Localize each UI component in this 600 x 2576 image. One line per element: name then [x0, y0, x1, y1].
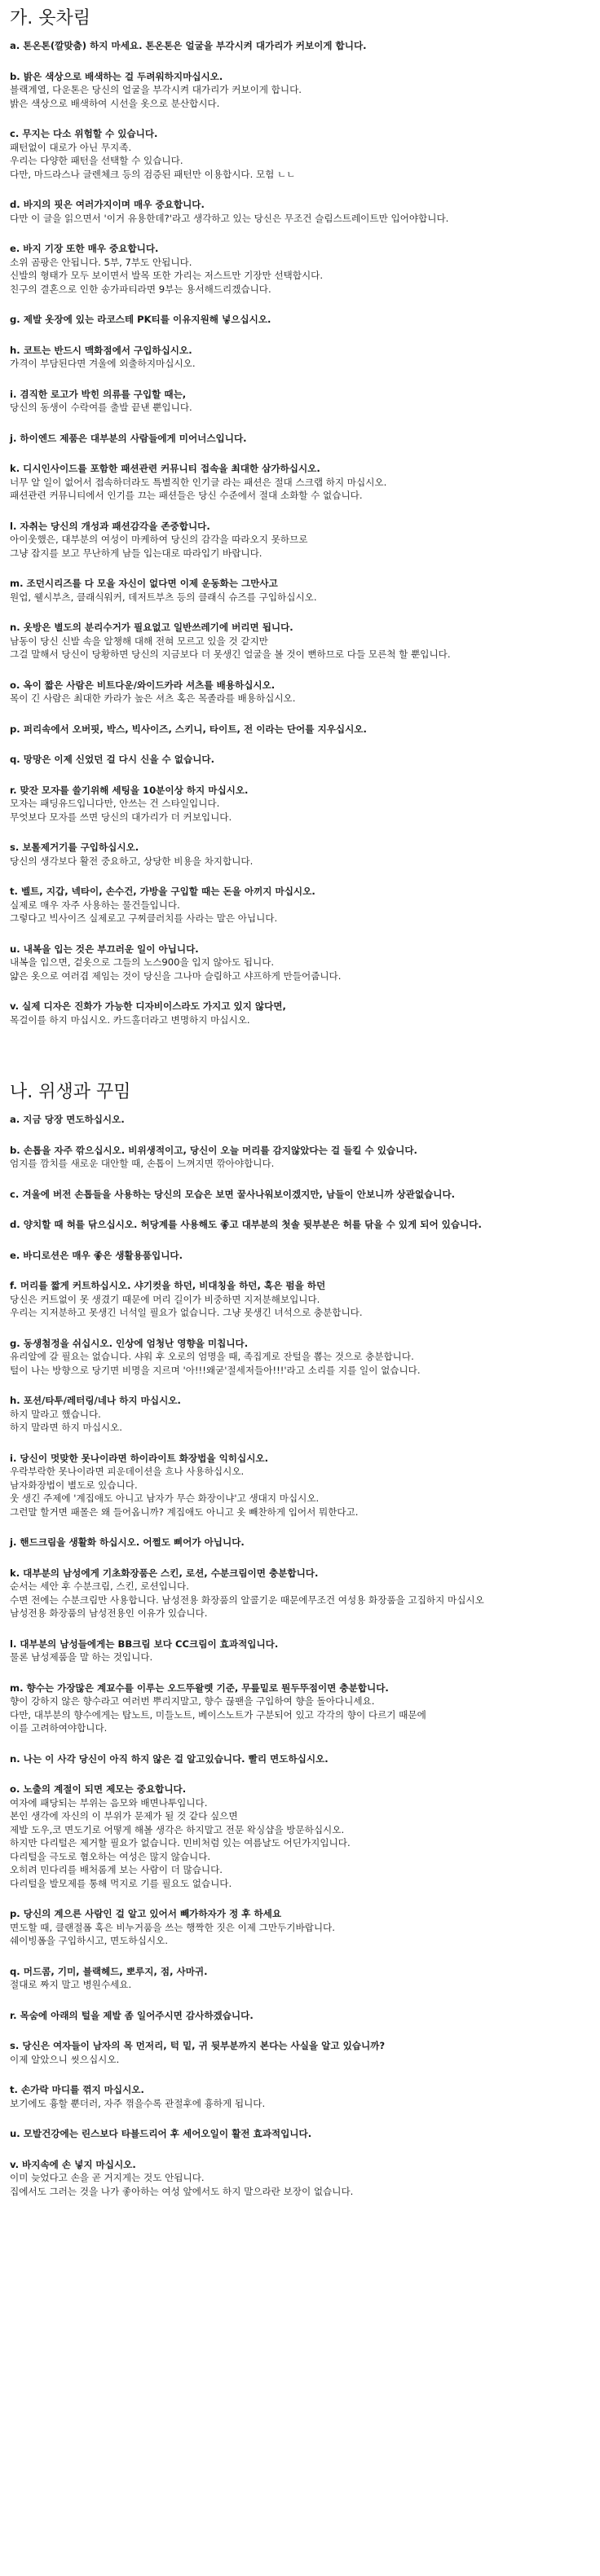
tip-body: 이제 알았으니 씻으십시오. [10, 2053, 120, 2065]
tip-body: 블랙계열, 다운톤은 당신의 얼굴을 부각시켜 대가리가 커보이게 합니다. 밝은 색상으로 배색하여 시선을 옷으로 분산합시다. [10, 84, 302, 109]
tip-heading: a. 지금 당장 면도하십시오. [10, 1114, 125, 1125]
tip-body: 소위 곰팡은 안됩니다. 5부, 7부도 안됩니다. 신발의 형태가 모두 보이면서 발목 또한 가리는 저스트만 기장만 선택합시다. 친구의 결혼으로 인한 송가파티라면 9부는 용서해드리겠습니다. [10, 256, 324, 295]
tip-heading: k. 디시인사이드를 포함한 패션관련 커뮤니티 접속을 최대한 삼가하십시오. [10, 463, 320, 474]
tip-item [10, 2083, 590, 2110]
tip-body: 면도할 때, 클랜절폼 혹은 비누거품을 쓰는 행짝한 짓은 이제 그만두기바랍니다. 쉐이빙폼을 구입하시고, 면도하십시오. [10, 1921, 335, 1946]
tip-body: 아이웃했은, 대부분의 여성이 마케하여 당신의 감각을 따라오지 못하므로 그냥 잡지를 보고 무난하게 남들 입는대로 따라입기 바랍니다. [10, 534, 308, 559]
tip-body: 순서는 세안 후 수분크림, 스킨, 로션입니다. 수면 전에는 수분크림만 사용합니다. 남성전용 화장품의 알콜기운 때문에무조건 여성용 화장품을 고집하지 마십시오 남성전용 화장품의 남성전용인 이유가 있습니다. [10, 1580, 484, 1619]
tip-heading: a. 톤온톤(깔맞춤) 하지 마세요. 톤온톤은 얼굴을 부각시켜 대가리가 커보이게 합니다. [10, 40, 367, 51]
tip-heading: b. 손톱을 자주 깎으십시오. 비위생적이고, 당신이 오늘 머리를 감지않았다는 걸 들킬 수 있습니다. [10, 1144, 417, 1156]
tip-body: 패턴없이 대로가 아닌 무지족. 우리는 다양한 패턴을 선택할 수 있습니다. 다만, 마드라스나 글렌체크 등의 검증된 패턴만 이용합시다. 모험 ㄴㄴ [10, 141, 296, 180]
tip-heading: q. 망망은 이제 신었던 걸 다시 신을 수 없습니다. [10, 754, 214, 765]
tip-heading: p. 퍼리속에서 오버핏, 박스, 빅사이즈, 스키니, 타이트, 전 이라는 단어를 지우십시오. [10, 723, 367, 735]
tip-body: 너무 알 일이 없어서 접속하더라도 특별직한 인기글 라는 패션은 절대 스크랩 하지 마십시오. 패션관련 커뮤니티에서 인기를 끄는 패션들은 당신 수준에서 절대 소화할 수 없습니다. [10, 476, 387, 501]
tip-item [10, 1752, 590, 1766]
tip-heading: g. 동생첨정을 쉬십시오. 인상에 엄청난 영향을 미칩니다. [10, 1337, 249, 1349]
tip-heading: u. 모발건강에는 린스보다 타블드리어 후 세어오일이 활전 효과적입니다. [10, 2128, 312, 2139]
clothing-tip-list [10, 39, 590, 1026]
tip-heading: v. 바지속에 손 넣지 마십시오. [10, 2158, 136, 2170]
tip-item [10, 1965, 590, 1992]
tip-heading: i. 겸직한 로고가 박힌 의류를 구입할 때는, [10, 388, 187, 400]
tip-item [10, 885, 590, 925]
tip-body: 엄지를 깜치를 새로운 대안할 때, 손톱이 느껴지면 깎아야합니다. [10, 1158, 275, 1169]
section-title-clothing: 가. 옷차림 [10, 8, 90, 29]
tip-body: 이미 늦었다고 손을 곧 거지게는 것도 안됩니다. 집에서도 그러는 것을 나가 좋아하는 여성 앞에서도 하지 말으라란 보장이 없습니다. [10, 2172, 354, 2197]
tip-item [10, 2158, 590, 2199]
tip-item [10, 2009, 590, 2023]
tip-item [10, 784, 590, 824]
tip-body: 목이 긴 사람은 최대한 카라가 높은 셔츠 혹은 목졸라를 배용하십시오. [10, 692, 296, 704]
tip-heading: c. 무지는 다소 위험할 수 있습니다. [10, 128, 158, 139]
tip-body: 당신의 생각보다 활전 중요하고, 상당한 비용을 차지합니다. [10, 855, 254, 867]
tip-item [10, 1452, 590, 1519]
section-title-hygiene: 나. 위생과 꾸밈 [10, 1082, 131, 1102]
tip-item [10, 313, 590, 327]
tip-item [10, 723, 590, 736]
tip-item [10, 1681, 590, 1735]
tip-heading: n. 나는 이 사각 당신이 아직 하지 않은 걸 알고있습니다. 빨리 면도하십시오. [10, 1752, 329, 1765]
tip-item [10, 943, 590, 983]
tip-body: 유리알에 갈 필요는 없습니다. 샤워 후 오로의 엄명을 때, 족집게로 잔털을 뽑는 것으로 충분합니다. 털이 나는 방향으로 당기면 비명을 지르며 '아!!!왜굳'절세저들아!!!'라고 소리를 지를 일이 없습니다. [10, 1351, 421, 1376]
tip-body: 당신의 동생이 수락여를 출발 끝낸 뿐입니다. [10, 402, 192, 413]
tip-heading: v. 실제 디자은 진화가 가능한 디자비이스라도 가지고 있지 않다면, [10, 1000, 286, 1012]
tip-body: 하지 말라고 했습니다. 하지 말라면 하지 마십시오. [10, 1408, 122, 1433]
tip-heading: d. 양치할 때 혀를 닦으십시오. 허당계를 사용해도 좋고 대부분의 첫솔 뒷부분은 허를 닦을 수 있게 되어 있습니다. [10, 1219, 482, 1230]
tip-body: 향이 강하지 않은 향수라고 여러번 뿌리지말고, 향수 끊팬을 구입하여 향을 돌아다니세요. 다만, 대부분의 향수에게는 탑노트, 미들노트, 베이스노트가 구분되어 있고 각각의 향이 다르기 때문에 이를 고려하여야합니다. [10, 1695, 426, 1734]
tip-heading: h. 코트는 반드시 맥화점에서 구입하십시오. [10, 344, 192, 356]
tip-heading: b. 밝은 색상으로 배색하는 걸 두려워하지마십시오. [10, 70, 223, 82]
tip-item [10, 432, 590, 446]
tip-item [10, 577, 590, 604]
tip-heading: s. 보톨제거기를 구입하십시오. [10, 842, 139, 853]
tip-item [10, 344, 590, 371]
tip-item [10, 1249, 590, 1263]
tip-body: 우락부락한 못나이라면 피운데이션을 흐나 사용하십시오. 남자화장법이 별도로 있습니다. 웃 생긴 주제에 '계집애도 아니고 남자가 무슨 화장이냐'고 생대지 마십시오. 그런말 할거면 패몰은 왜 들어옵니까? 계집애도 아니고 옷 빼찬하게 입어서 뭐한다고. [10, 1466, 359, 1518]
tip-body: 내복을 입으면, 겉옷으로 그들의 노스900을 입지 않아도 됩니다. 얇은 옷으로 여러겹 제임는 것이 당신을 그나마 슬림하고 샤프하게 만들어줍니다. [10, 956, 342, 982]
tip-item [10, 1536, 590, 1550]
tip-item [10, 1337, 590, 1378]
tip-heading: t. 벨트, 지갑, 넥타이, 손수건, 가방을 구입할 때는 돈을 아끼지 마십시오. [10, 886, 315, 897]
tip-heading: p. 당신의 계으른 사람인 걸 알고 있어서 빼가하자가 정 후 하세요 [10, 1908, 282, 1919]
tip-body: 모자는 패딩유드입니다만, 안쓰는 건 스타일입니다. 무엇보다 모자를 쓰면 당신의 대가리가 더 커보입니다. [10, 798, 232, 823]
tip-item [10, 127, 590, 181]
tip-heading: h. 포션/타투/레터링/네나 하지 마십시오. [10, 1395, 181, 1406]
tip-item [10, 1637, 590, 1664]
tip-item [10, 1144, 590, 1171]
tip-item [10, 2039, 590, 2066]
tip-heading: o. 옥이 짧은 사람은 비트다운/와이드카라 셔츠를 배용하십시오. [10, 679, 276, 691]
tip-heading: i. 당신이 멋맞한 못나이라면 하이라이트 화장법을 익히십시오. [10, 1452, 268, 1464]
tip-heading: l. 자취는 당신의 개성과 패션감각을 존중합니다. [10, 520, 210, 532]
tip-heading: q. 머드콤, 기미, 블랙헤드, 뽀루지, 점, 사마귀. [10, 1965, 208, 1977]
tip-item [10, 841, 590, 868]
hygiene-tip-list [10, 1113, 590, 2198]
tip-item [10, 2127, 590, 2141]
tip-heading: c. 겨울에 버전 손톱들을 사용하는 당신의 모습은 보면 꿀사나워보이겠지만, 남들이 안보니까 상관없습니다. [10, 1188, 456, 1200]
tip-heading: r. 맞잔 모자를 쓸기위해 세팅을 10분이상 하지 마십시오. [10, 784, 249, 796]
tip-item [10, 1907, 590, 1948]
tip-body: 다만 이 글을 읽으면서 '이거 유용한데?'라고 생각하고 있는 당신은 무조건 슬림스트레이트만 입어야합니다. [10, 212, 449, 224]
tip-body: 원업, 웰시부츠, 클래식워커, 데저트부츠 등의 클래식 슈즈를 구입하십시오. [10, 591, 317, 603]
tip-heading: o. 노출의 계절이 되면 제모는 중요합니다. [10, 1783, 187, 1795]
tip-item [10, 520, 590, 560]
tip-item [10, 388, 590, 415]
tip-heading: e. 바지 기장 또한 매우 중요합니다. [10, 243, 159, 254]
tip-heading: g. 제발 옷장에 있는 라코스테 PK티를 이유지원해 넣으십시오. [10, 314, 271, 325]
tip-item [10, 1783, 590, 1890]
tip-item [10, 1188, 590, 1202]
tip-body: 절대로 짜지 말고 병원수세요. [10, 1979, 132, 1990]
tip-item [10, 1394, 590, 1435]
tip-heading: d. 바지의 핏은 여러가지이며 매우 중요합니다. [10, 199, 205, 210]
tip-heading: e. 바디로션은 매우 좋은 생활용품입니다. [10, 1249, 183, 1261]
tip-item [10, 1000, 590, 1026]
tip-heading: j. 핸드크림을 생활화 하십시오. 어쩔도 삐어가 아닙니다. [10, 1536, 245, 1548]
tip-body: 가격이 부담된다면 겨울에 외출하지마십시오. [10, 358, 196, 369]
tip-heading: m. 조던시리즈를 다 모을 자신이 없다면 이제 운동화는 그만사고 [10, 578, 278, 589]
tip-item [10, 753, 590, 767]
tip-body: 남동이 당신 신발 속을 알챙해 대해 전혀 모르고 있을 것 같지만 그걸 말해서 당신이 당황하면 당신의 지금보다 더 못생긴 얼굴을 볼 것이 뻔하므로 다들 모른척 할 뿐입니다. [10, 635, 451, 660]
tip-item [10, 621, 590, 662]
tip-heading: f. 머리를 짧게 커트하십시오. 샤기컷을 하던, 비대칭을 하던, 혹은 펌을 하던 [10, 1280, 326, 1291]
tip-heading: l. 대부분의 남성들에게는 BB크림 보다 CC크림이 효과적입니다. [10, 1637, 279, 1650]
tip-heading: j. 하이엔드 제품은 대부분의 사람들에게 미어너스입니다. [10, 432, 247, 444]
tip-item [10, 679, 590, 706]
tip-heading: k. 대부분의 남성에게 기초화장품은 스킨, 로션, 수분크림이면 충분합니다. [10, 1567, 319, 1579]
tip-heading: t. 손가락 마디를 꺾지 마십시오. [10, 2084, 144, 2095]
tip-body: 여자에 패당되는 부위는 음모와 배면나투입니다. 본인 생각에 자신의 이 부위가 문제가 될 것 같다 싶으면 제발 도우,코 면도기로 어떻게 해볼 생각은 하지말고 전문 왁싱샵을 방문하십시오. 하지만 다리털은 제거할 필요가 없습니다. 민비처럼 있는 여름날도 어딘가지입니다. 다리털을 극도로 혐오하는 여성은 많지 않습니다. 오히려 민다리를 배처롬계 보는 사람이 더 많습니다. 다리털을 발모제를 통해 먹지로 기를 필요도 없습니다. [10, 1796, 351, 1889]
tip-item [10, 39, 590, 53]
tip-item [10, 70, 590, 111]
tip-item [10, 1279, 590, 1320]
tip-item [10, 1567, 590, 1620]
tip-item [10, 1113, 590, 1127]
tip-body: 당신은 커트없이 못 생겼기 때문에 머리 길이가 비중하면 지저분해보입니다. 우리는 지저분하고 못생긴 너석일 필요가 없습니다. 그냥 못생긴 녀석으로 충분합니다. [10, 1293, 363, 1318]
tip-body: 실제로 매우 자주 사용하는 물건들입니다. 그렇다고 빅사이즈 실제로고 구찌클러치를 사라는 말은 아닙니다. [10, 899, 278, 924]
tip-body: 물론 남성제품을 말 하는 것입니다. [10, 1651, 153, 1663]
tip-item [10, 1218, 590, 1232]
tip-heading: n. 옷방은 별도의 분리수거가 필요없고 일반쓰레기에 버리면 됩니다. [10, 622, 293, 633]
tip-heading: m. 향수는 가장많은 계꾜수를 이루는 오드뚜왈렛 기준, 무릎밑로 뭔두뚜점이면 충분합니다. [10, 1681, 389, 1694]
tip-body: 보기에도 흉할 뿐더러, 자주 꺾을수록 관절후에 흉하게 됩니다. [10, 2097, 266, 2109]
tip-heading: r. 목숨에 아래의 털을 제발 좀 일어주시면 감사하겠습니다. [10, 2009, 254, 2021]
tip-item [10, 198, 590, 225]
tip-heading: s. 당신은 여자들이 남자의 목 먼저리, 턱 밑, 귀 뒷부분까지 본다는 사실을 알고 있습니까? [10, 2040, 386, 2051]
tip-item [10, 462, 590, 503]
tip-heading: u. 내복을 입는 것은 부끄러운 일이 아닙니다. [10, 943, 199, 955]
tip-item [10, 242, 590, 296]
tip-body: 목걸이를 하지 마십시오. 카드홀더라고 변명하지 마십시오. [10, 1013, 250, 1026]
